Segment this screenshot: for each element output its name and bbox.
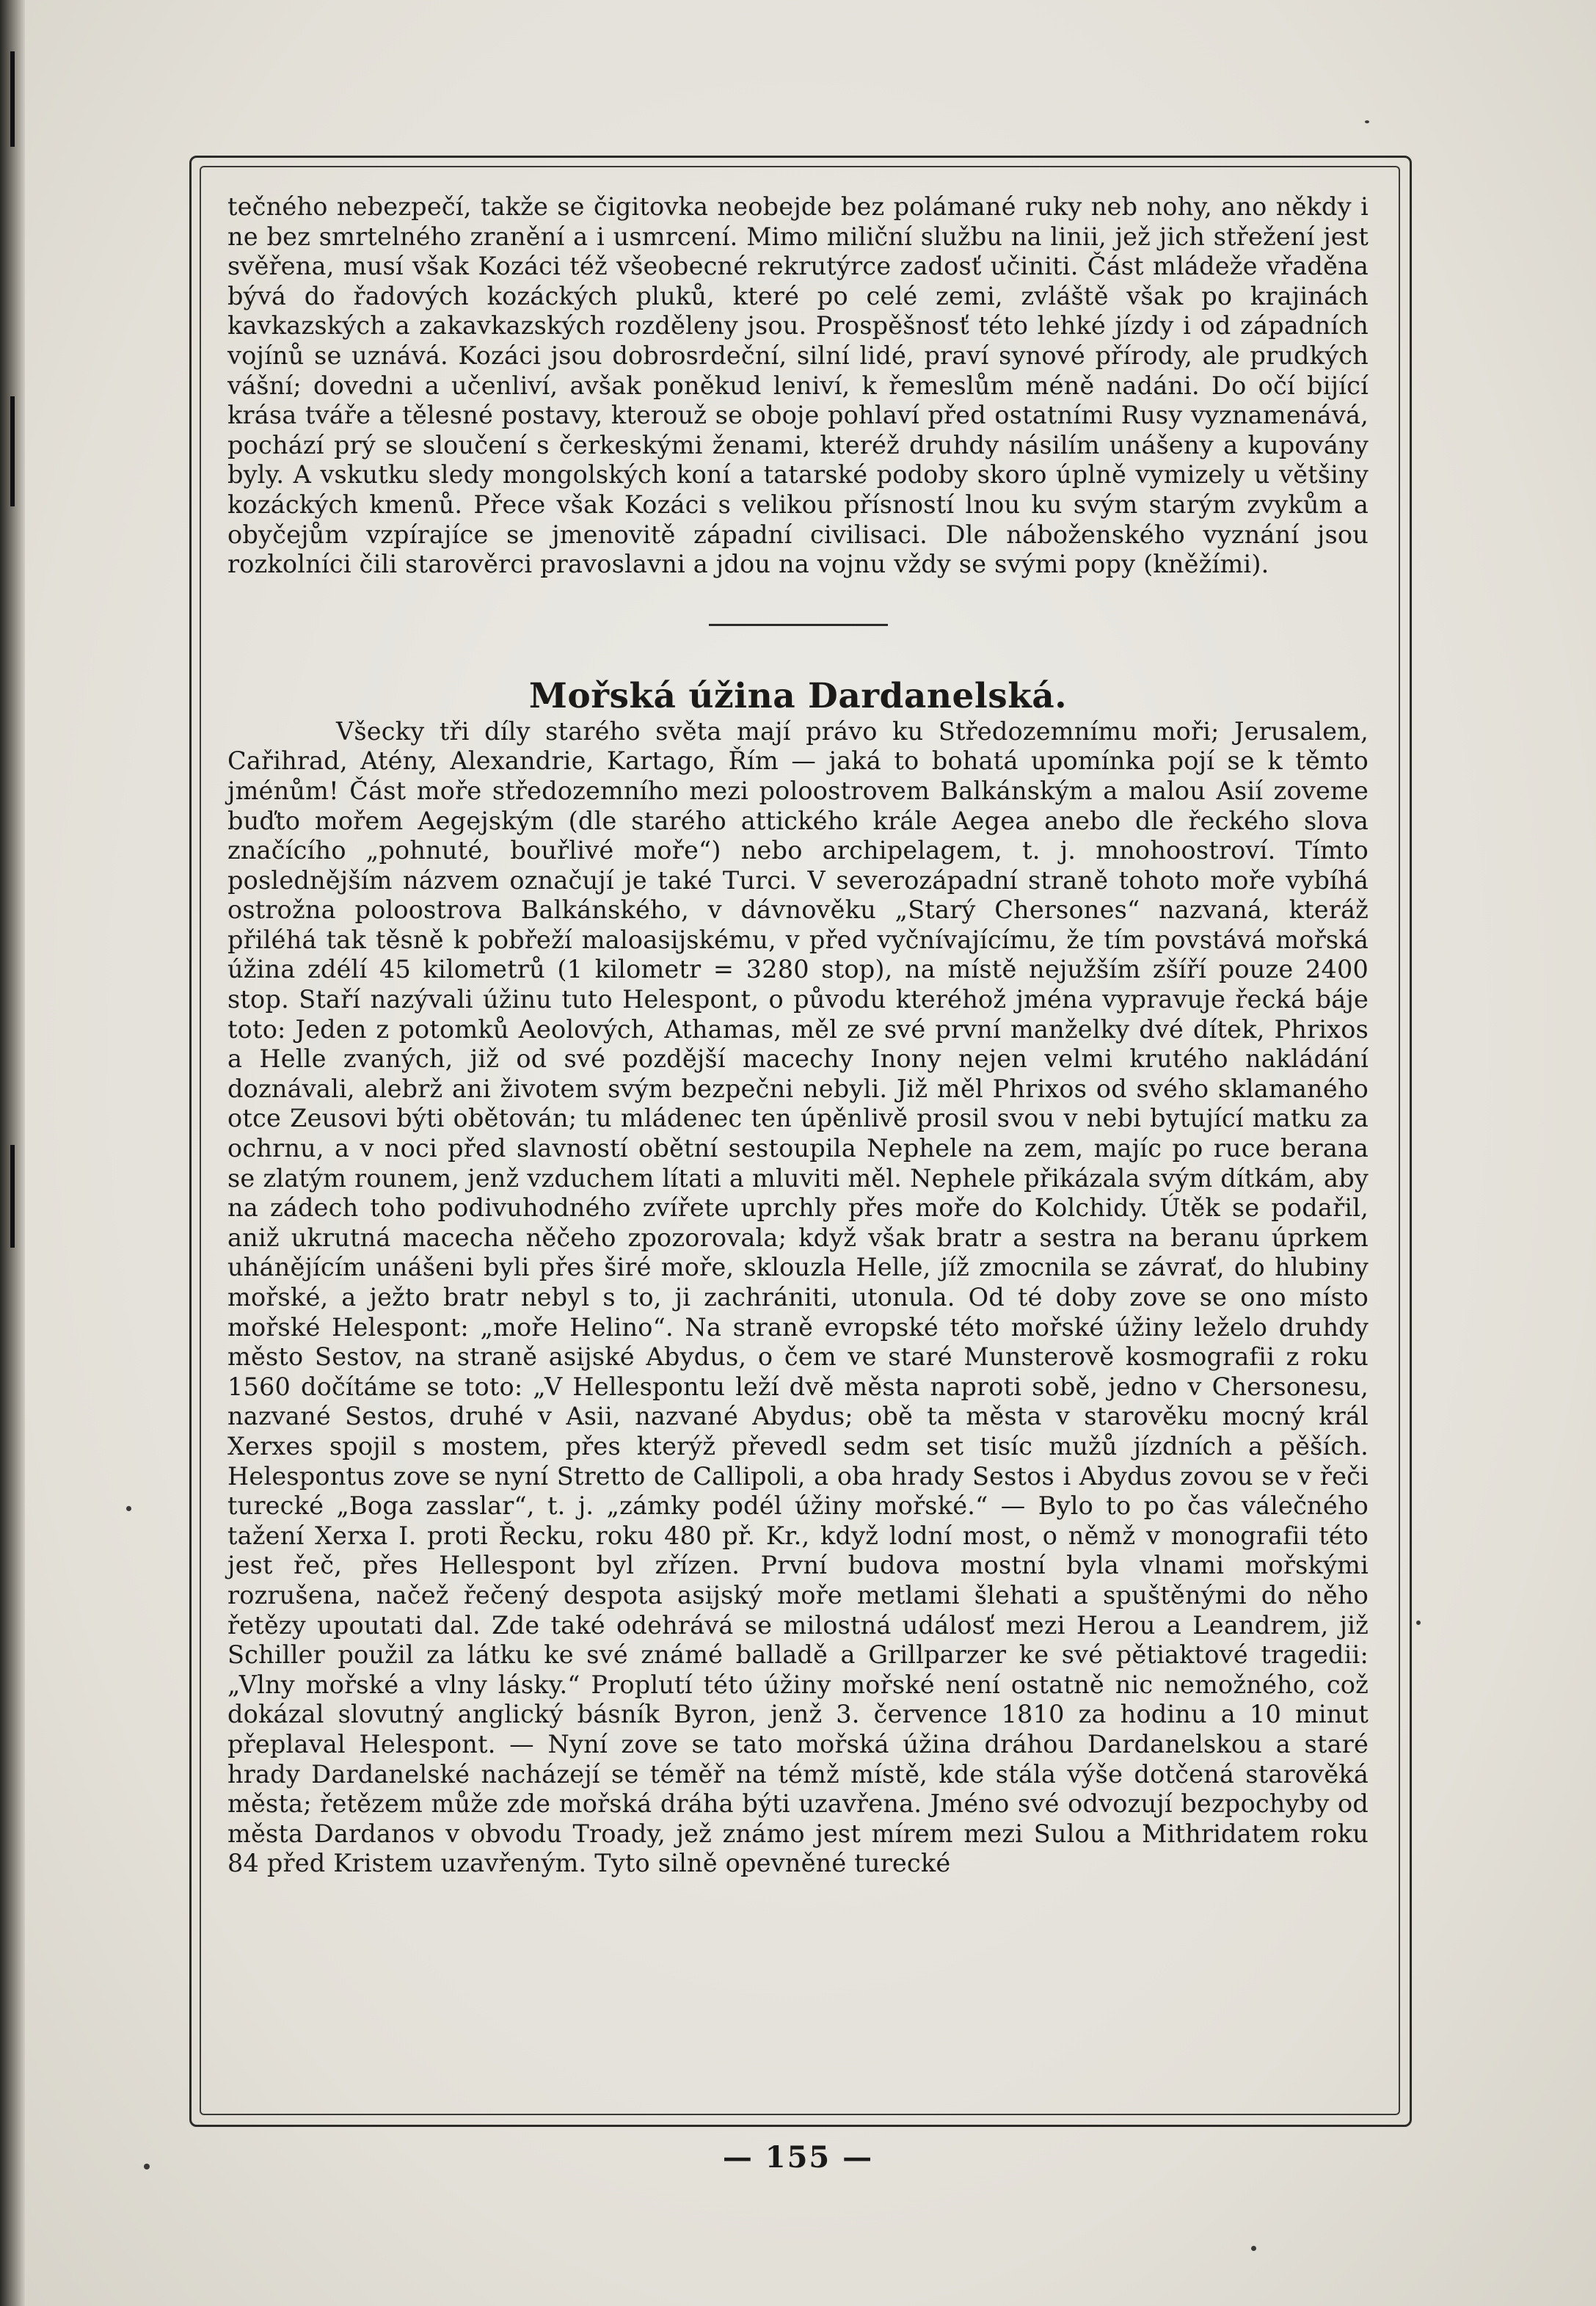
section-divider (709, 624, 888, 626)
scan-edge-mark (10, 396, 15, 506)
scan-speck (1416, 1621, 1421, 1625)
scan-speck (1251, 2246, 1256, 2251)
intro-paragraph: tečného nebezpečí, takže se čigitovka neobejde bez polámané ruky neb nohy, ano někdy i ne bez smrtelného zranění a i usmrcení. Mimo miliční službu na linii, jež jich střežení jest svěřena, musí však Kozáci též všeobecné rekrutýrce zadosť učiniti. Část mládeže vřaděna bývá do řadových kozáckých pluků, které po celé zemi, zvláště však po krajinách kavkazských a zakavkazských rozděleny jsou. Prospěšnosť této lehké jízdy i od západních vojínů se uznává. Kozáci jsou dobrosrdeční, silní lidé, praví synové přírody, ale prudkých vášní; dovedni a učenliví, avšak poněkud leniví, k řemeslům méně nadáni. Do očí bijící krása tváře a tělesné postavy, kterouž se oboje pohlaví před ostatními Rusy vyznamenává, pochází prý se sloučení s čerkeskými ženami, kteréž druhdy násilím unášeny a kupovány byly. A vskutku sledy mongolských koní a tatarské podoby skoro úplně vymizely u většiny kozáckých kmenů. Přece však Kozáci s velikou přísností lnou ku svým starým zvykům a obyčejům vzpírajíce se jmenovitě západní civilisaci. Dle náboženského vyznání jsou rozkolníci čili starověrci pravoslavni a jdou na vojnu vždy se svými popy (kněžími). (227, 192, 1369, 579)
scan-speck (126, 1506, 131, 1511)
section-title: Mořská úžina Dardanelská. (528, 675, 1068, 716)
scan-edge-mark (10, 1145, 15, 1248)
scan-speck (144, 2164, 150, 2169)
scan-edge-mark (10, 51, 15, 147)
scan-speck (1365, 120, 1369, 123)
page-content (227, 192, 1369, 1879)
page-number: — 155 — (722, 2140, 874, 2175)
section-paragraph: Všecky tři díly starého světa mají právo ku Středozemnímu moři; Jerusalem, Cařihrad, Atény, Alexandrie, Kartago, Řím — jaká to bohatá upomínka pojí se k těmto jménům! Část moře středozemního mezi poloostrovem Balkánským a malou Asií zoveme buďto mořem Aegejským (dle starého attického krále Aegea anebo dle řeckého slova značícího „pohnuté, bouřlivé moře“) nebo archipelagem, t. j. mnohoostroví. Tímto poslednějším názvem označují je také Turci. V severozápadní straně tohoto moře vybíhá ostrožna poloostrova Balkánského, v dávnověku „Starý Chersones“ nazvaná, kteráž přiléhá tak těsně k pobřeží maloasijskému, v před vyčnívajícímu, že tím povstává mořská úžina zdélí 45 kilometrů (1 kilometr = 3280 stop), na místě nejužším zšíří pouze 2400 stop. Staří nazývali úžinu tuto Helespont, o původu kteréhož jména vypravuje řecká báje toto: Jeden z potomků Aeolových, Athamas, měl ze své první manželky dvé dítek, Phrixos a Helle zvaných, již od své pozdější macechy Inony nejen velmi krutého nakládání doznávali, alebrž ani životem svým bezpečni nebyli. Již měl Phrixos od svého sklamaného otce Zeusovi býti obětován; tu mládenec ten úpěnlivě prosil svou v nebi bytující matku za ochrnu, a v noci před slavností obětní sestoupila Nephele na zem, majíc po ruce berana se zlatým rounem, jenž vzduchem lítati a mluviti měl. Nephele přikázala svým dítkám, aby na zádech toho podivuhodného zvířete uprchly přes moře do Kolchidy. Útěk se podařil, aniž ukrutná macecha něčeho zpozorovala; když však bratr a sestra na beranu úprkem uhánějícím unášeni byli přes širé moře, sklouzla Helle, jíž zmocnila se závrať, do hlubiny mořské, a ježto bratr nebyl s to, ji zachrániti, utonula. Od té doby zove se ono místo mořské Helespont: „moře Helino“. Na straně evropské této mořské úžiny leželo druhdy město Sestov, na straně asijské Abydus, o čem ve staré Munsterově kosmografii z roku 1560 dočítáme se toto: „V Hellespontu leží dvě města naproti sobě, jedno v Chersonesu, nazvané Sestos, druhé v Asii, nazvané Abydus; obě ta města v starověku mocný král Xerxes spojil s mostem, přes kterýž převedl sedm set tisíc mužů jízdních a pěších. Helespontus zove se nyní Stretto de Callipoli, a oba hrady Sestos i Abydus zovou se v řeči turecké „Boga zasslar“, t. j. „zámky podél úžiny mořské.“ — Bylo to po čas válečného tažení Xerxa I. proti Řecku, roku 480 př. Kr., když lodní most, o němž v monografii této jest řeč, přes Hellespont byl zřízen. První budova mostní byla vlnami mořskými rozrušena, načež řečený despota asijský moře metlami šlehati a spuštěnými do něho řetězy upoutati dal. Zde také odehrává se milostná událosť mezi Herou a Leandrem, již Schiller použil za látku ke své známé balladě a Grillparzer ke své pětiaktové tragedii: „Vlny mořské a vlny lásky.“ Proplutí této úžiny mořské není ostatně nic nemožného, což dokázal slovutný anglický básník Byron, jenž 3. července 1810 za hodinu a 10 minut přeplaval Helespont. — Nyní zove se tato mořská úžina dráhou Dardanelskou a staré hrady Dardanelské nacházejí se téměř na témž místě, kde stála výše dotčená starověká města; řetězem může zde mořská dráha býti uzavřena. Jméno své odvozují bezpochyby od města Dardanos v obvodu Troady, jež známo jest mírem mezi Sulou a Mithridatem roku 84 před Kristem uzavřeným. Tyto silně opevněné turecké (227, 716, 1369, 1878)
